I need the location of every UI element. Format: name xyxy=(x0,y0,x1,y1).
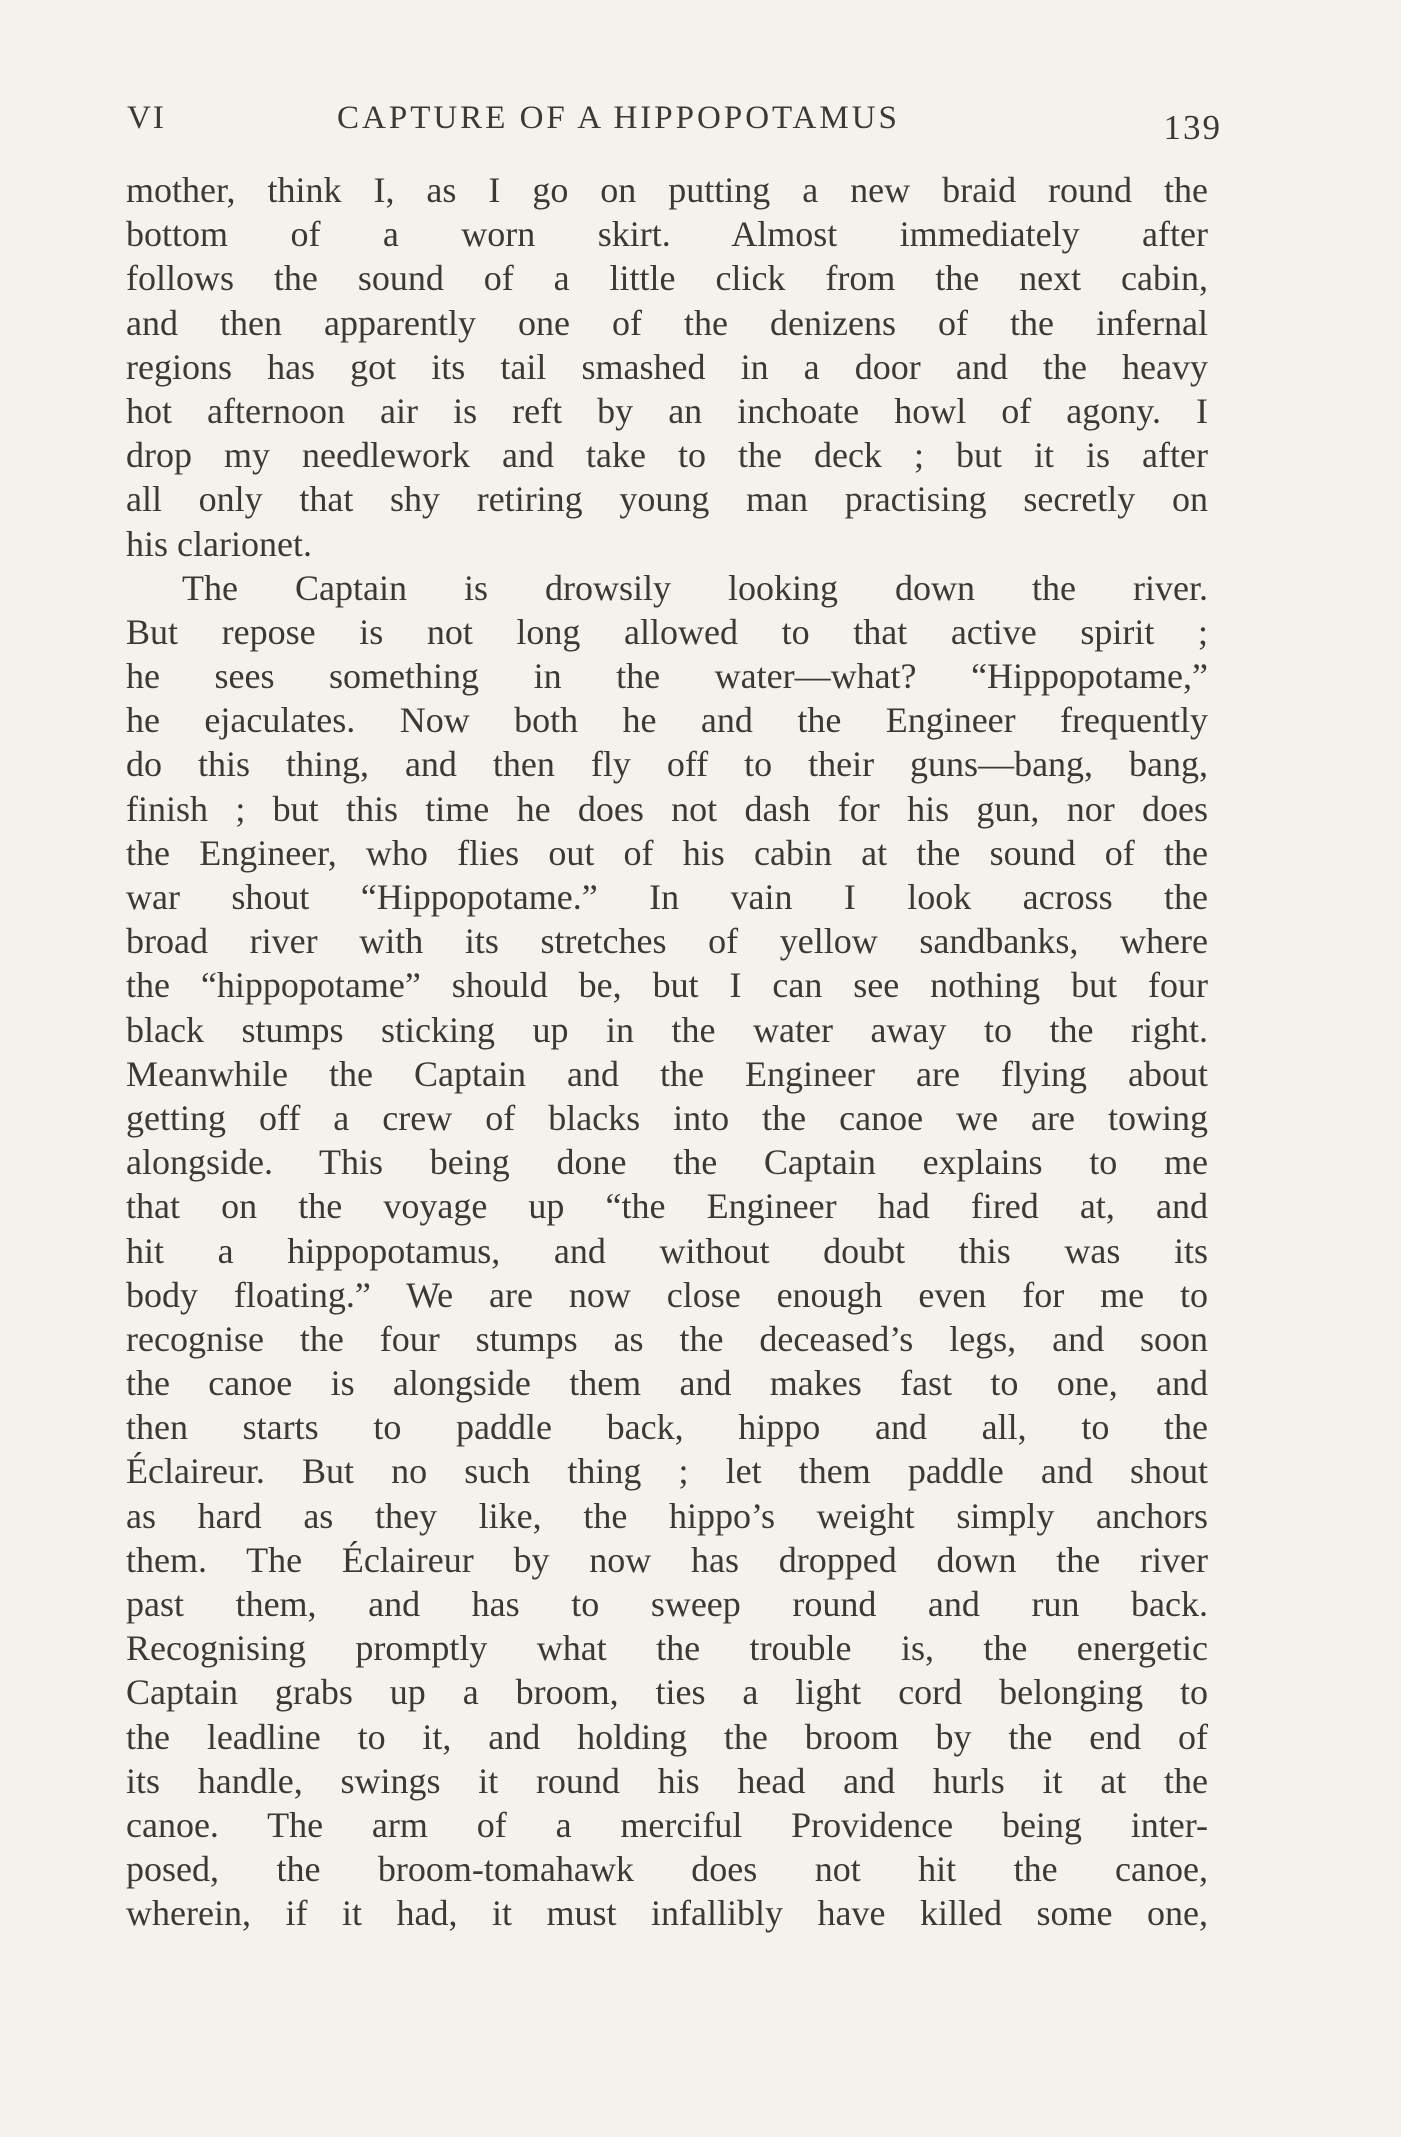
text-line: alongside. This being done the Captain explains to me xyxy=(126,1142,1208,1183)
chapter-number: VI xyxy=(127,100,166,136)
chapter-title: CAPTURE OF A HIPPOPOTAMUS xyxy=(337,100,900,136)
text-line: drop my needlework and take to the deck ; but it is after xyxy=(126,435,1208,476)
text-line: all only that shy retiring young man practising secretly on xyxy=(126,479,1208,520)
text-line: he ejaculates. Now both he and the Engineer frequently xyxy=(126,700,1208,741)
text-line: his clarionet. xyxy=(126,523,312,564)
text-line: But repose is not long allowed to that active spirit ; xyxy=(126,611,1208,652)
text-line: black stumps sticking up in the water away to the right. xyxy=(126,1009,1208,1050)
text-line: The Captain is drowsily looking down the river. xyxy=(182,567,1208,608)
text-line: Recognising promptly what the trouble is, the energetic xyxy=(126,1628,1208,1669)
text-line: broad river with its stretches of yellow sandbanks, where xyxy=(126,921,1208,962)
text-line: he sees something in the water—what? “Hippopotame,” xyxy=(126,656,1208,697)
text-line: the leadline to it, and holding the broom by the end of xyxy=(126,1716,1208,1757)
text-line: wherein, if it had, it must infallibly have killed some one, xyxy=(126,1893,1208,1934)
running-header xyxy=(127,92,1222,152)
text-line: that on the voyage up “the Engineer had fired at, and xyxy=(126,1186,1208,1227)
text-line: its handle, swings it round his head and hurls it at the xyxy=(126,1760,1208,1801)
text-line: getting off a crew of blacks into the canoe we are towing xyxy=(126,1097,1208,1138)
text-line: bottom of a worn skirt. Almost immediately after xyxy=(126,214,1208,255)
text-line: recognise the four stumps as the deceased’s legs, and soon xyxy=(126,1318,1208,1359)
text-line: Captain grabs up a broom, ties a light cord belonging to xyxy=(126,1672,1208,1713)
text-line: posed, the broom-tomahawk does not hit the canoe, xyxy=(126,1849,1208,1890)
text-line: body floating.” We are now close enough even for me to xyxy=(126,1274,1208,1315)
body-text xyxy=(126,168,1208,1936)
text-line: them. The Éclaireur by now has dropped down the river xyxy=(126,1539,1208,1580)
text-line: finish ; but this time he does not dash for his gun, nor does xyxy=(126,788,1208,829)
text-line: past them, and has to sweep round and run back. xyxy=(126,1584,1208,1624)
text-line: Meanwhile the Captain and the Engineer are flying about xyxy=(126,1053,1208,1094)
text-line: hot afternoon air is reft by an inchoate howl of agony. I xyxy=(126,390,1208,431)
text-line: regions has got its tail smashed in a door and the heavy xyxy=(126,346,1208,387)
text-line: mother, think I, as I go on putting a new braid round the xyxy=(126,170,1208,210)
text-line: the Engineer, who flies out of his cabin at the sound of the xyxy=(126,832,1208,873)
text-line: hit a hippopotamus, and without doubt this was its xyxy=(126,1230,1208,1271)
text-line: the “hippopotame” should be, but I can see nothing but four xyxy=(126,965,1208,1006)
text-line: war shout “Hippopotame.” In vain I look across the xyxy=(126,877,1208,917)
text-line: as hard as they like, the hippo’s weight simply anchors xyxy=(126,1495,1208,1536)
text-line: then starts to paddle back, hippo and all, to the xyxy=(126,1407,1208,1448)
text-line: the canoe is alongside them and makes fast to one, and xyxy=(126,1363,1208,1404)
text-line: do this thing, and then fly off to their guns—bang, bang, xyxy=(126,744,1208,785)
text-line: Éclaireur. But no such thing ; let them paddle and shout xyxy=(126,1451,1208,1492)
text-line: follows the sound of a little click from the next cabin, xyxy=(126,258,1208,299)
text-line: canoe. The arm of a merciful Providence being inter- xyxy=(126,1804,1208,1845)
page-number: 139 xyxy=(1163,108,1222,147)
text-line: and then apparently one of the denizens of the infernal xyxy=(126,302,1208,343)
